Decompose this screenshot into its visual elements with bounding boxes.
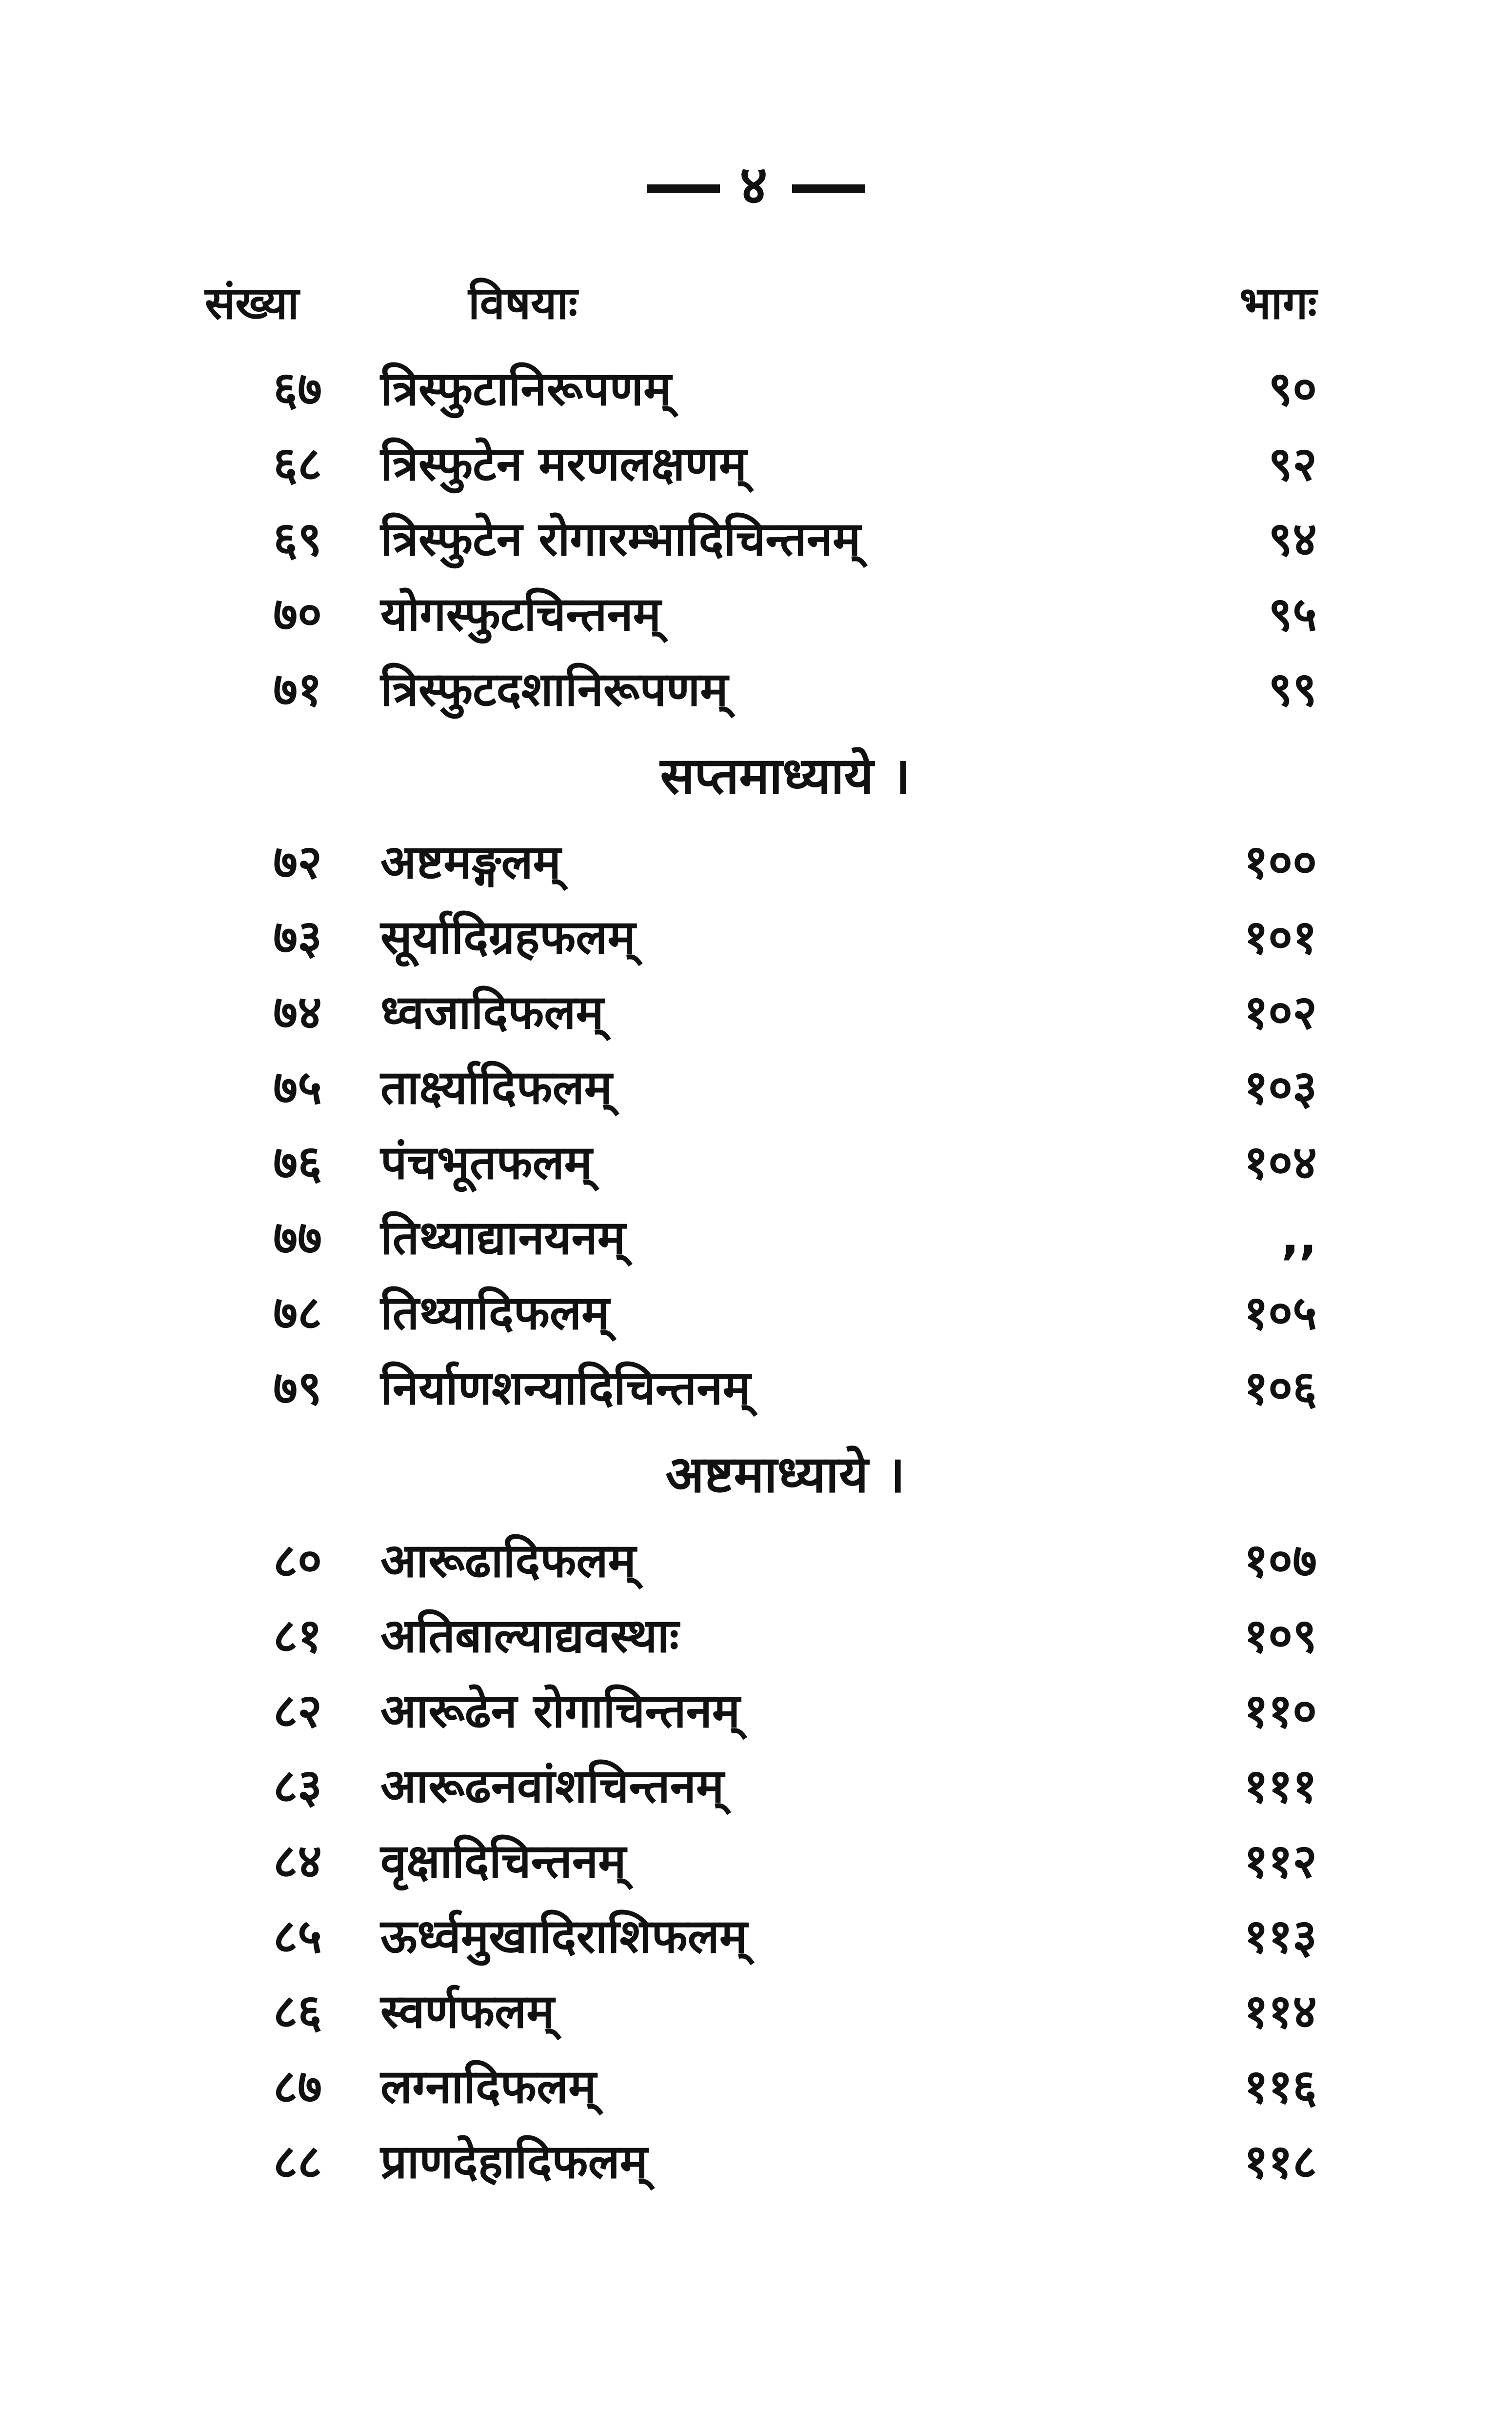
toc-row bbox=[0, 1974, 1512, 2049]
entry-subject: आरूढनवांशचिन्तनम् bbox=[380, 1759, 724, 1813]
page-column-header: भागः bbox=[1239, 277, 1317, 329]
toc-row bbox=[0, 1748, 1512, 1824]
entry-page: १०६ bbox=[1244, 1361, 1317, 1415]
entry-page: ११८ bbox=[1244, 2134, 1317, 2189]
entry-page: १०१ bbox=[1244, 910, 1317, 964]
entry-page: १०३ bbox=[1244, 1060, 1317, 1115]
toc-row bbox=[0, 351, 1512, 426]
entry-page: ११४ bbox=[1244, 1984, 1317, 2039]
entry-number: ८७ bbox=[273, 2059, 322, 2114]
right-dash bbox=[792, 184, 865, 193]
entry-number: ८५ bbox=[273, 1909, 322, 1964]
toc-row bbox=[0, 426, 1512, 502]
entry-subject: स्वर्णफलम् bbox=[380, 1984, 555, 2039]
entry-subject: त्रिस्फुटानिरूपणम् bbox=[380, 362, 672, 416]
toc-row bbox=[0, 652, 1512, 727]
entry-subject: त्रिस्फुटेन रोगारम्भादिचिन्तनम् bbox=[380, 512, 861, 566]
entry-subject: सूर्यादिग्रहफलम् bbox=[380, 910, 636, 964]
entry-page: ९४ bbox=[1268, 512, 1317, 566]
entry-number: ८० bbox=[273, 1533, 322, 1588]
toc-row bbox=[0, 1523, 1512, 1598]
toc-row bbox=[0, 1275, 1512, 1350]
entry-subject: आरूढेन रोगाचिन्तनम् bbox=[380, 1684, 740, 1738]
entry-page: १०९ bbox=[1244, 1608, 1317, 1663]
toc-row bbox=[0, 1050, 1512, 1125]
toc-row bbox=[0, 1200, 1512, 1275]
entry-number: ८४ bbox=[273, 1834, 322, 1888]
entry-subject: पंचभूतफलम् bbox=[380, 1135, 593, 1190]
entry-number: ७९ bbox=[273, 1361, 322, 1415]
entry-subject: अष्टमङ्गलम् bbox=[380, 835, 561, 889]
page-number-value: ४ bbox=[739, 154, 773, 216]
entry-number: ७२ bbox=[273, 835, 322, 889]
entry-number: ६८ bbox=[273, 437, 322, 491]
entry-page: ९२ bbox=[1268, 437, 1317, 491]
page-number bbox=[0, 146, 1512, 220]
entry-subject: तार्क्ष्यादिफलम् bbox=[380, 1060, 613, 1115]
entry-subject: लग्नादिफलम् bbox=[380, 2059, 597, 2114]
entry-subject: निर्याणशन्यादिचिन्तनम् bbox=[380, 1361, 751, 1415]
entry-page: ११० bbox=[1244, 1684, 1317, 1738]
toc-row bbox=[0, 1824, 1512, 1899]
entry-page: ,, bbox=[1281, 1210, 1317, 1265]
entry-number: ६९ bbox=[273, 512, 322, 566]
entry-page: ९० bbox=[1268, 362, 1317, 416]
entry-subject: आरूढादिफलम् bbox=[380, 1533, 636, 1588]
entry-page: ११६ bbox=[1244, 2059, 1317, 2114]
toc-row bbox=[0, 1899, 1512, 1974]
entry-number: ७१ bbox=[273, 662, 322, 717]
entry-subject: ध्वजादिफलम् bbox=[380, 985, 604, 1040]
entry-subject: योगस्फुटचिन्तनम् bbox=[380, 587, 661, 642]
entry-page: १०० bbox=[1244, 835, 1317, 889]
entry-number: ७० bbox=[273, 587, 322, 642]
entry-number: ८२ bbox=[273, 1684, 322, 1738]
entry-number: ७७ bbox=[273, 1210, 322, 1265]
entry-subject: तिथ्याद्यानयनम् bbox=[380, 1210, 626, 1265]
entry-number: ८३ bbox=[273, 1759, 322, 1813]
toc-header bbox=[0, 271, 1512, 334]
entry-number: ७६ bbox=[273, 1135, 322, 1190]
toc-row bbox=[0, 502, 1512, 577]
toc-row bbox=[0, 900, 1512, 975]
entry-subject: ऊर्ध्वमुखादिराशिफलम् bbox=[380, 1909, 748, 1964]
toc-row bbox=[0, 1598, 1512, 1673]
table-of-contents bbox=[0, 351, 1512, 2199]
entry-subject: प्राणदेहादिफलम् bbox=[380, 2134, 648, 2189]
toc-row bbox=[0, 975, 1512, 1050]
entry-subject: त्रिस्फुटदशानिरूपणम् bbox=[380, 662, 728, 717]
toc-row bbox=[0, 2049, 1512, 2124]
entry-subject: तिथ्यादिफलम् bbox=[380, 1285, 610, 1340]
left-dash bbox=[647, 184, 720, 193]
toc-row bbox=[0, 2124, 1512, 2199]
toc-row bbox=[0, 1350, 1512, 1426]
toc-row bbox=[0, 1125, 1512, 1200]
entry-subject: अतिबाल्याद्यवस्थाः bbox=[380, 1608, 679, 1663]
entry-page: ९५ bbox=[1268, 587, 1317, 642]
toc-row bbox=[0, 824, 1512, 900]
entry-page: ९९ bbox=[1268, 662, 1317, 717]
entry-number: ७८ bbox=[273, 1285, 322, 1340]
entry-number: ८६ bbox=[273, 1984, 322, 2039]
toc-row bbox=[0, 577, 1512, 652]
entry-number: ८८ bbox=[273, 2134, 322, 2189]
entry-page: १०७ bbox=[1244, 1533, 1317, 1588]
toc-row bbox=[0, 1673, 1512, 1748]
entry-page: १०४ bbox=[1244, 1135, 1317, 1190]
section-heading: अष्टमाध्याये । bbox=[665, 1445, 905, 1504]
entry-page: ११२ bbox=[1244, 1834, 1317, 1888]
entry-subject: त्रिस्फुटेन मरणलक्षणम् bbox=[380, 437, 747, 491]
entry-number: ७४ bbox=[273, 985, 322, 1040]
entry-page: १०५ bbox=[1244, 1285, 1317, 1340]
entry-page: ११३ bbox=[1244, 1909, 1317, 1964]
section-heading: सप्तमाध्याये । bbox=[660, 746, 911, 805]
entry-number: ७५ bbox=[273, 1060, 322, 1115]
entry-number: ८१ bbox=[273, 1608, 322, 1663]
number-column-header: संख्या bbox=[205, 277, 299, 329]
subject-column-header: विषयाः bbox=[468, 277, 577, 329]
entry-page: १०२ bbox=[1244, 985, 1317, 1040]
entry-number: ६७ bbox=[273, 362, 322, 416]
entry-subject: वृक्षादिचिन्तनम् bbox=[380, 1834, 626, 1888]
entry-number: ७३ bbox=[273, 910, 322, 964]
entry-page: १११ bbox=[1244, 1759, 1317, 1813]
